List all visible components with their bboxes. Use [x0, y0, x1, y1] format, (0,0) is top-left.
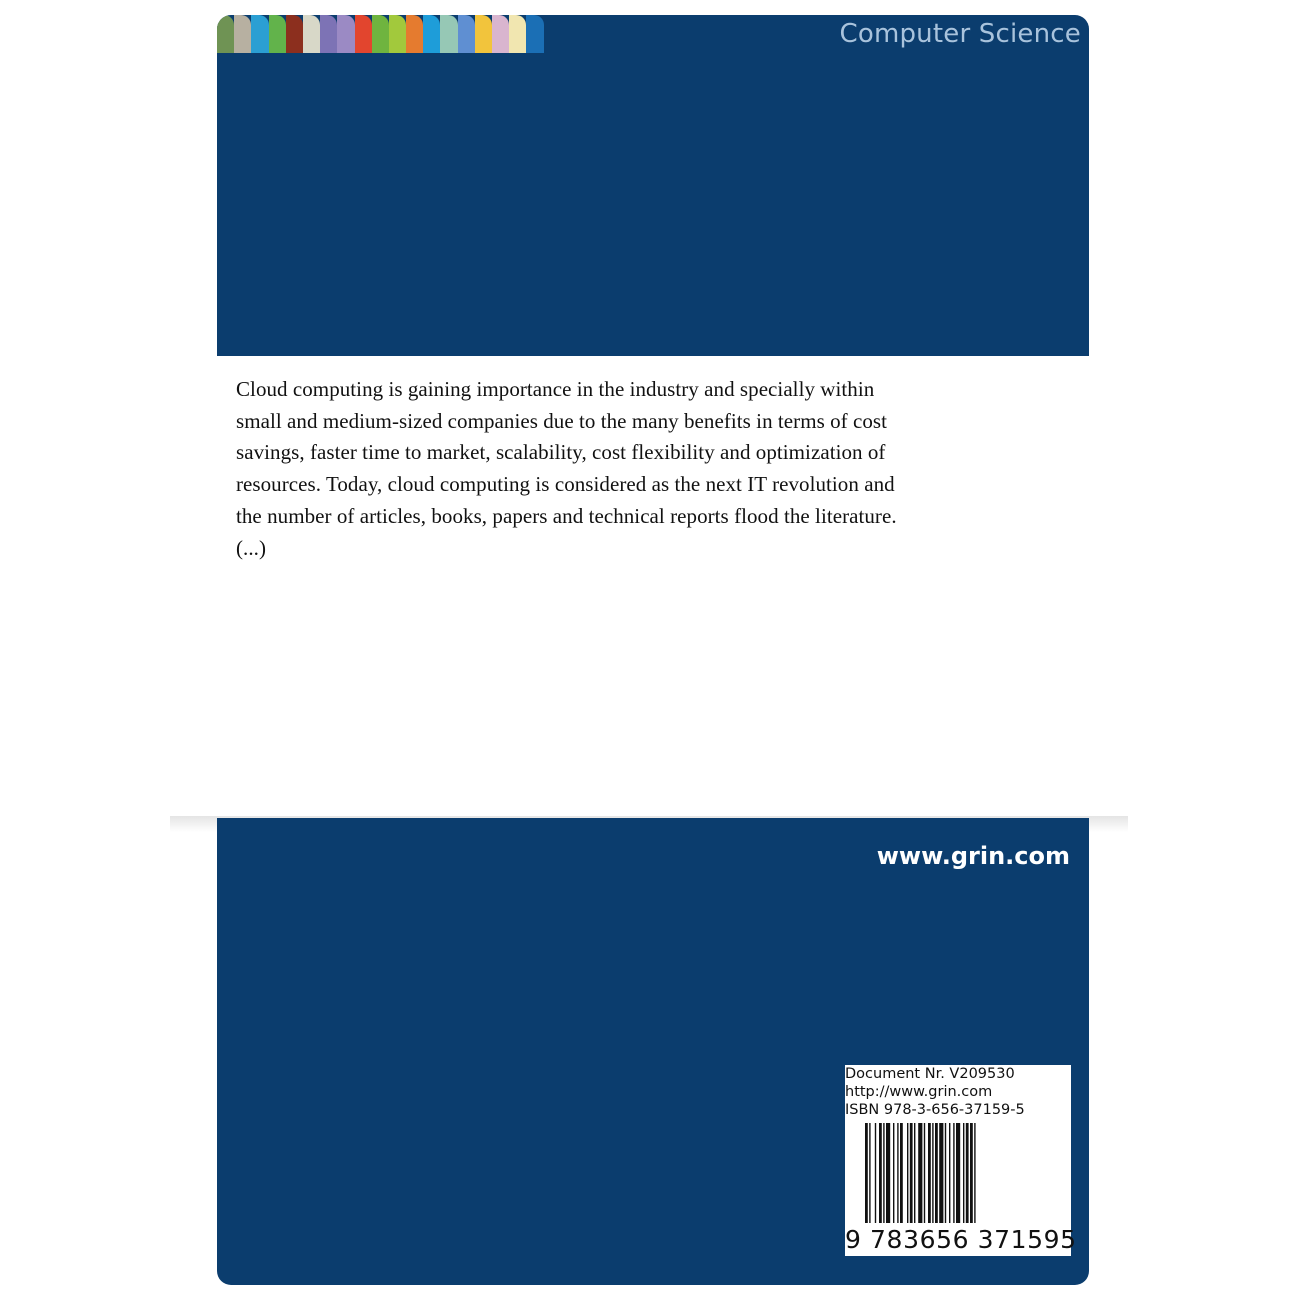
- description-line: the number of articles, books, papers and technical reports flood the literature.: [236, 503, 897, 528]
- barcode-bar: [865, 1123, 868, 1223]
- color-tab: [303, 15, 320, 53]
- barcode-label: [845, 1065, 1077, 1256]
- barcode-bar: [883, 1123, 884, 1223]
- barcode-bar: [935, 1123, 938, 1223]
- category-label: Computer Science: [839, 19, 1081, 49]
- color-tab: [286, 15, 303, 53]
- description-line: resources. Today, cloud computing is considered as the next IT revolution and: [236, 472, 895, 497]
- barcode-bar: [886, 1123, 890, 1223]
- barcode-bar: [869, 1123, 870, 1223]
- color-tab: [217, 15, 234, 53]
- barcode-bar: [910, 1123, 913, 1223]
- barcode-bar: [918, 1123, 922, 1223]
- color-tab: [251, 15, 268, 53]
- barcode-bar: [956, 1123, 960, 1223]
- barcode-bar: [970, 1123, 973, 1223]
- document-url: http://www.grin.com: [845, 1084, 993, 1100]
- barcode-bar: [932, 1123, 933, 1223]
- color-tab: [389, 15, 406, 53]
- barcode-bar: [907, 1123, 908, 1223]
- barcode-bar: [949, 1123, 950, 1223]
- barcode-bar: [953, 1123, 954, 1223]
- color-tab: [355, 15, 372, 53]
- description-line: (...): [236, 535, 266, 560]
- barcode-bar: [875, 1123, 876, 1223]
- barcode-bar: [914, 1123, 915, 1223]
- barcode-bar: [945, 1123, 946, 1223]
- cover-bottom-panel: [217, 818, 1089, 1285]
- barcode-bar: [897, 1123, 898, 1223]
- color-tab: [234, 15, 251, 53]
- barcode-bar: [924, 1123, 925, 1223]
- barcode-bar: [900, 1123, 903, 1223]
- color-tab: [475, 15, 492, 53]
- color-tab: [492, 15, 509, 53]
- barcode-bar: [963, 1123, 964, 1223]
- publisher-website[interactable]: www.grin.com: [876, 842, 1070, 870]
- cover-top-panel: [217, 15, 1089, 356]
- barcode-bar: [966, 1123, 969, 1223]
- book-description: [236, 374, 956, 564]
- color-tab: [337, 15, 354, 53]
- document-info: [845, 1065, 1071, 1119]
- color-tab: [423, 15, 440, 53]
- color-tab: [320, 15, 337, 53]
- description-line: Cloud computing is gaining importance in the industry and specially within: [236, 377, 875, 401]
- color-tab: [509, 15, 526, 53]
- document-number: Document Nr. V209530: [845, 1066, 1015, 1082]
- barcode-digits: 9 783656 371595: [845, 1225, 1077, 1254]
- barcode-bar: [893, 1123, 894, 1223]
- description-line: savings, faster time to market, scalability, cost flexibility and optimization of: [236, 440, 886, 465]
- barcode-bar: [879, 1123, 882, 1223]
- barcode-bar: [939, 1123, 943, 1223]
- barcode-bar: [974, 1123, 975, 1223]
- isbn-barcode: [865, 1123, 1069, 1223]
- color-tab: [440, 15, 457, 53]
- color-tab: [458, 15, 475, 53]
- color-tab: [372, 15, 389, 53]
- color-tab: [406, 15, 423, 53]
- isbn-number: ISBN 978-3-656-37159-5: [845, 1102, 1025, 1118]
- color-tab-strip: [217, 15, 544, 53]
- description-line: small and medium-sized companies due to the many benefits in terms of cost: [236, 408, 888, 433]
- barcode-bar: [928, 1123, 931, 1223]
- color-tab: [526, 15, 543, 53]
- color-tab: [269, 15, 286, 53]
